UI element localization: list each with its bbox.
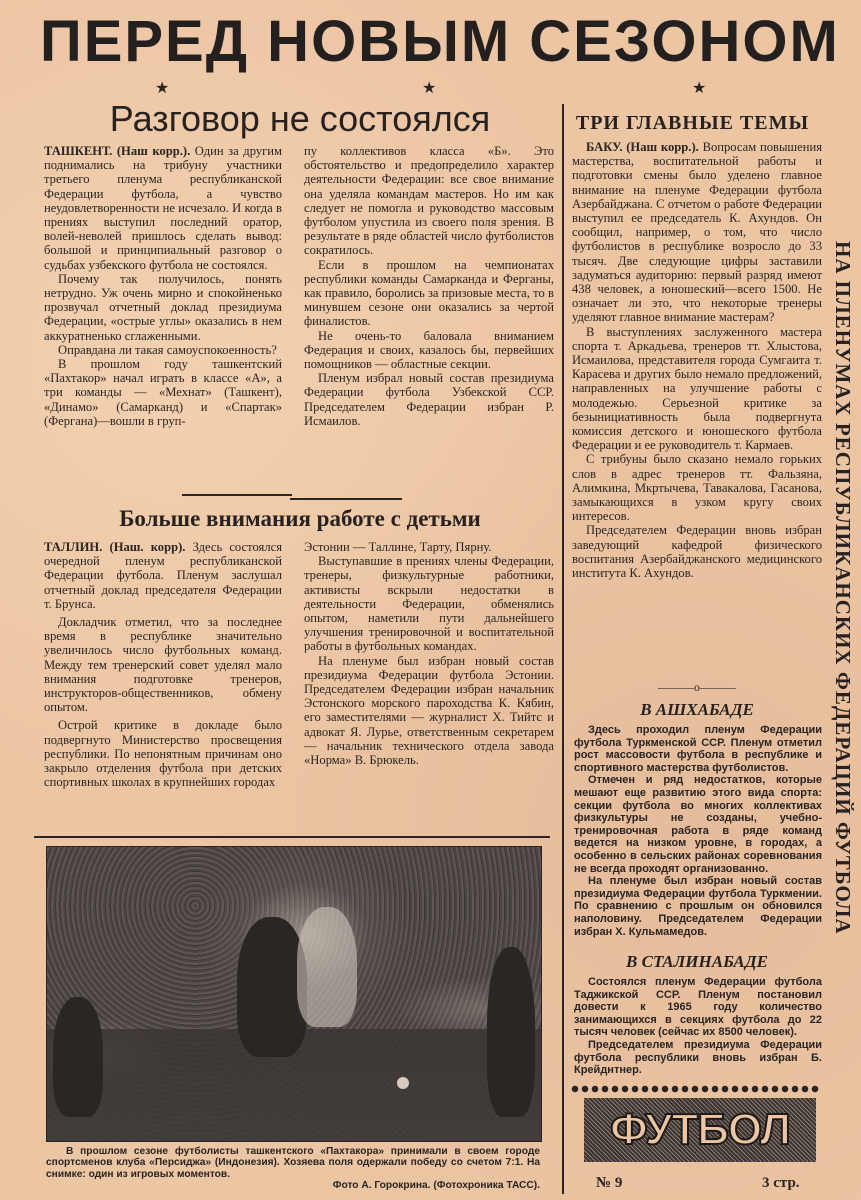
paragraph: В выступлениях заслуженного мастера спорта т. Аркадьева, тренеров тт. Хлыстова, Исмаилова, представителя города Сумгаита т. Карасева и других было немало предложений, направленных на улучшение работы с молодежью. Серьезной критике за безынициативность была подвергнута комиссия детского и юношеского футбола Федерации и ее руководитель т. Кармаев.	[572, 324, 822, 453]
star-ornament: ★	[422, 78, 437, 97]
article-baku-headline: ТРИ ГЛАВНЫЕ ТЕМЫ	[575, 112, 810, 134]
paragraph: Если в прошлом на чемпионатах республики команды Самарканда и Ферганы, как правило, боролись за призовые места, то в минувшем сезоне они оказались за чертой финалистов.	[304, 257, 554, 329]
wavy-divider	[570, 1084, 820, 1094]
paragraph: Не очень-то баловала вниманием Федерация и своих, казалось бы, первейших помощников — областные секции.	[304, 328, 554, 372]
paragraph: Один за другим поднимались на трибуну участники третьего пленума республиканской Федерации футбола, а чувство неудовлетворенности не исчезало. И когда в прениях выступил последний оратор, волей-неволей пришлось сделать вывод: большой и принципиальный разговор о судьбах узбекского футбола не состоялся.	[44, 144, 282, 272]
photo-credit: Фото А. Горокрина. (Фотохроника ТАСС).	[332, 1180, 540, 1192]
article-tallinn-headline: Больше внимания работе с детьми	[119, 506, 481, 531]
football-match-photo	[46, 846, 542, 1142]
paragraph: Состоялся пленум Федерации футбола Таджикской ССР. Пленум постановил довести к 1965 году количество занимающихся в секциях футбола до 22 тысяч человек (сейчас их 8500 человек).	[574, 976, 822, 1039]
divider	[290, 498, 402, 500]
paragraph: Председателем президиума Федерации футбола республики вновь избран Б. Крейднтнер.	[574, 1038, 822, 1077]
star-ornament: ★	[692, 78, 707, 97]
paragraph: Здесь состоялся очередной пленум республиканской Федерации футбола. Пленум заслушал отчетный доклад председателя Федерации т. Брунса.	[44, 540, 282, 611]
futbol-logo	[584, 1098, 816, 1162]
paragraph: Выступавшие в прениях члены Федерации, тренеры, физкультурные работники, активисты вскрыли недостатки в деятельности Федерации, обменялись опытом, наметили пути дальнейшего улучшения тренировочной и воспитательной работы в футбольных командах.	[304, 554, 554, 654]
divider	[182, 494, 292, 496]
photo-player	[53, 997, 103, 1117]
caption-text: В прошлом сезоне футболисты ташкентского «Пахтакора» принимали в своем городе спортсменов клуба «Персиджа» (Индонезия). Хозяева поля одержали победу со счетом 7:1. На снимке: один из игровых моментов.	[46, 1146, 540, 1180]
paragraph: Председателем Федерации вновь избран заведующий кафедрой физического воспитания Азербайджанского медицинского института К. Ахундов.	[572, 523, 822, 581]
paragraph: На пленуме был избран новый состав президиума Федерации футбола Туркмении. По сравнению с прошлым он обновился наполовину. Председателем Федерации избран Х. Кульмамедов.	[574, 875, 822, 938]
article-tallinn-col2	[304, 540, 554, 767]
paragraph: Вопросам повышения мастерства, воспитательной работы и подготовки смены было уделено главное внимание на пленуме Федерации футбола Азербайджана. С отчетом о работе Федерации выступил ее председатель К. Ахундов. Он сообщил, например, о том, что число футболистов в республике возросло до 33 тысяч. Две следующие цифры заставили задуматься аудиторию: первый разряд имеют 438 человек, а юношеский—всего 1500. Не означает ли это, что некоторые тренеры уделяют главное внимание мастерам?	[572, 140, 822, 325]
paragraph: Оправдана ли такая самоуспокоенность?	[58, 342, 277, 357]
paragraph: С трибуны было сказано немало горьких слов в адрес тренеров тт. Фальзяна, Алимкина, Мкртычева, Тавакалова, Гасанова, замыкающихся в узком кругу своих интересов.	[572, 452, 822, 524]
paragraph: В прошлом году ташкентский «Пахтакор» начал играть в классе «А», а три команды — «Мехнат» (Ташкент), «Динамо» (Самарканд) и «Спартак» (Фергана)—вошли в груп-	[44, 357, 282, 428]
divider	[34, 836, 550, 838]
paragraph: Отмечен и ряд недостатков, которые мешают еще развитию этого вида спорта: секции футбола во многих коллективах физкультуры не созданы, учебно-тренировочная работа в ряде команд ведется на низком уровне, в городах, а особенно в сельских районах соревнования не всегда проходят организованно.	[574, 774, 822, 875]
separator-ornament: ———o———	[658, 680, 736, 694]
article-ashkhabad-headline: В АШХАБАДЕ	[640, 700, 754, 719]
column-rule	[562, 104, 564, 1194]
dateline: ТАЛЛИН. (Наш. корр).	[44, 540, 186, 554]
article-stalinabad-body	[574, 976, 822, 1077]
article-ashkhabad-body	[574, 724, 822, 938]
article-tashkent-col1	[44, 144, 282, 428]
photo-ball	[397, 1077, 409, 1089]
dateline: БАКУ. (Наш корр.).	[586, 140, 699, 154]
photo-player	[297, 907, 357, 1027]
paragraph: Эстонии — Таллине, Тарту, Пярну.	[304, 540, 492, 554]
dateline: ТАШКЕНТ. (Наш корр.).	[44, 144, 191, 158]
photo-player	[487, 947, 535, 1117]
article-baku-body	[572, 140, 822, 580]
paragraph: Почему так получилось, понять нетрудно. Уж очень мирно и спокойненько прозвучал отчетный доклад президиума Федерации, «острые углы» оказались в нем аккуратненько сглаженными.	[44, 271, 282, 343]
photo-caption	[46, 1146, 540, 1192]
paragraph: Пленум избрал новый состав президиума Федерации футбола Узбекской ССР. Председателем Федерации избран Р. Исмаилов.	[304, 371, 554, 428]
vertical-banner: НА ПЛЕНУМАХ РЕСПУБЛИКАНСКИХ ФЕДЕРАЦИЙ ФУТБОЛА	[831, 240, 855, 935]
logo-text: ФУТБОЛ	[610, 1105, 790, 1154]
issue-number: № 9	[596, 1175, 623, 1191]
article-stalinabad-headline: В СТАЛИНАБАДЕ	[626, 952, 768, 971]
article-tashkent-col2	[304, 144, 554, 428]
paragraph: Докладчик отметил, что за последнее время в республике значительно увеличилось число футбольных команд. Между тем тренерский совет уделял мало внимания подготовке тренеров, инструкторов-общественников, обмену опытом.	[44, 615, 282, 715]
paragraph: Острой критике в докладе было подвергнуто Министерство просвещения республики. По непонятным причинам оно закрыло отделения футбола при детских спортивных школах в крупнейших городах	[44, 718, 282, 790]
star-ornament: ★	[155, 78, 170, 97]
article-tashkent-headline: Разговор не состоялся	[109, 98, 491, 139]
page-number: 3 стр.	[762, 1175, 800, 1191]
masthead-title: ПЕРЕД НОВЫМ СЕЗОНОМ	[40, 9, 840, 74]
paragraph: На пленуме был избран новый состав президиума Федерации футбола Эстонии. Председателем Федерации избран начальник Эстонского морского пароходства К. Кябин, его заместителями — журналист Х. Тийтс и адвокат Я. Лурье, ответственным секретарем — начальник технического отдела завода «Норма» В. Брюкель.	[304, 653, 554, 768]
paragraph: Здесь проходил пленум Федерации футбола Туркменской ССР. Пленум отметил рост массовости футбола в республике и спортивного мастерства футболистов.	[574, 724, 822, 774]
paragraph: пу коллективов класса «Б». Это обстоятельство и предопределило характер деятельности Федерации: все свое внимание она уделяла командам мастеров. Но им как следует не помогла и руководство массовым футболом упустила из своего поля зрения. В результате в ряде областей число футболистов сократилось.	[304, 144, 554, 258]
article-tallinn-col1	[44, 540, 282, 789]
